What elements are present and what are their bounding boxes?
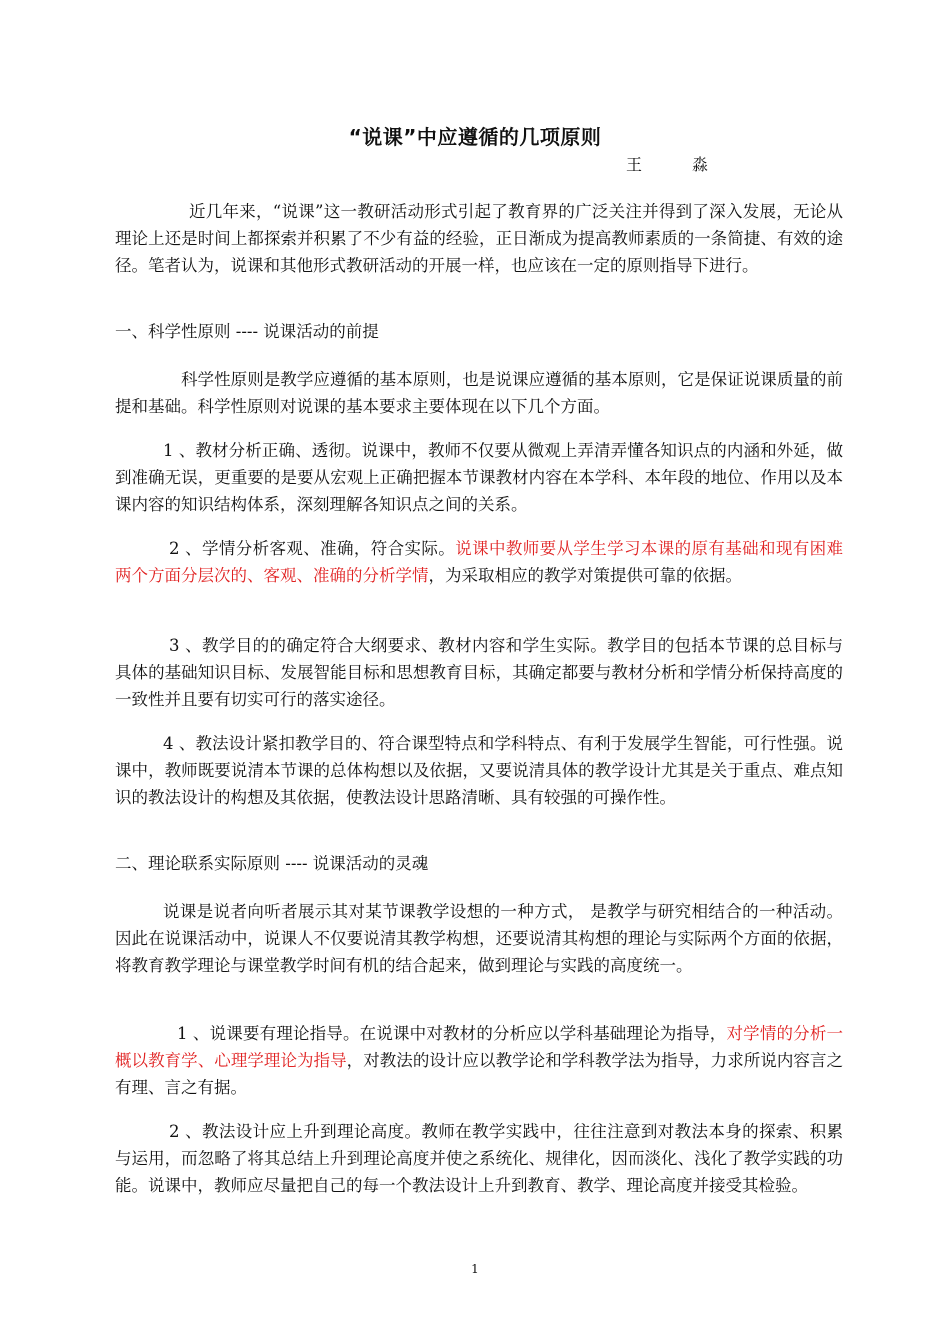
point-2-lead: 2 、学情分析客观、准确，符合实际。 (169, 539, 456, 558)
page-number: 1 (471, 1262, 479, 1276)
document-title: “说课”中应遵循的几项原则 (348, 125, 602, 149)
section-1-point-1: 1 、教材分析正确、透彻。说课中，教师不仅要从微观上弄清弄懂各知识点的内涵和外延，做到准确无误，更重要的是要从宏观上正确把握本节课教材内容在本学科、本年段的地位、作用以及本课内容的知识结构体系，深刻理解各知识点之间的关系。 (115, 441, 843, 514)
section-1-point-3: 3 、教学目的的确定符合大纲要求、教材内容和学生实际。教学目的包括本节课的总目标与具体的基础知识目标、发展智能目标和思想教育目标，其确定都要与教材分析和学情分析保持高度的一致性并且要有切实可行的落实途径。 (115, 636, 843, 709)
highlighted-text: 说课中教师要从学生学习本课的原有基础和现有困难两个方面分层次的、客观、准确的分析学情 (115, 539, 844, 585)
point-2-tail: ，为采取相应的教学对策提供可靠的依据。 (428, 566, 742, 585)
highlighted-text: 对学情的分析一概以教育学、心理学理论为指导 (115, 1024, 844, 1070)
intro-paragraph: 近几年来，“说课”这一教研活动形式引起了教育界的广泛关注并得到了深入发展，无论从理论上还是时间上都探索并积累了不少有益的经验，正日渐成为提高教师素质的一条简捷、有效的途径。笔者认为，说课和其他形式教研活动的开展一样，也应该在一定的原则指导下进行。 (115, 202, 843, 275)
section-1-point-4: 4 、教法设计紧扣教学目的、符合课型特点和学科特点、有利于发展学生智能，可行性强。说课中，教师既要说清本节课的总体构想以及依据，又要说清具体的教学设计尤其是关于重点、难点知识的教法设计的构想及其依据，使教法设计思路清晰、具有较强的可操作性。 (115, 734, 843, 807)
section-2-intro: 说课是说者向听者展示其对某节课教学设想的一种方式， 是教学与研究相结合的一种活动。因此在说课活动中，说课人不仅要说清其教学构想，还要说清其构想的理论与实际两个方面的依据，将教育教学理论与课堂教学时间有机的结合起来，做到理论与实践的高度统一。 (115, 902, 843, 975)
point-1-tail: ，对教法的设计应以教学论和学科教学法为指导，力求所说内容言之有理、言之有据。 (115, 1051, 844, 1097)
section-1-heading: 一、科学性原则 ---- 说课活动的前提 (115, 322, 379, 341)
section-2-point-2: 2 、教法设计应上升到理论高度。教师在教学实践中，往往注意到对教法本身的探索、积累与运用，而忽略了将其总结上升到理论高度并使之系统化、规律化，因而淡化、浅化了教学实践的功能。说课中，教师应尽量把自己的每一个教法设计上升到教育、教学、理论高度并接受其检验。 (115, 1122, 843, 1195)
section-2-heading: 二、理论联系实际原则 ---- 说课活动的灵魂 (115, 854, 429, 873)
author-byline (626, 152, 708, 175)
section-1-point-2 (115, 535, 843, 589)
author-surname: 王 (626, 155, 643, 174)
author-given-name: 淼 (692, 155, 709, 174)
section-1-intro: 科学性原则是教学应遵循的基本原则，也是说课应遵循的基本原则，它是保证说课质量的前提和基础。科学性原则对说课的基本要求主要体现在以下几个方面。 (115, 370, 843, 416)
section-2-point-1 (115, 1020, 843, 1101)
point-1-lead: 1 、说课要有理论指导。在说课中对教材的分析应以学科基础理论为指导， (177, 1024, 727, 1043)
